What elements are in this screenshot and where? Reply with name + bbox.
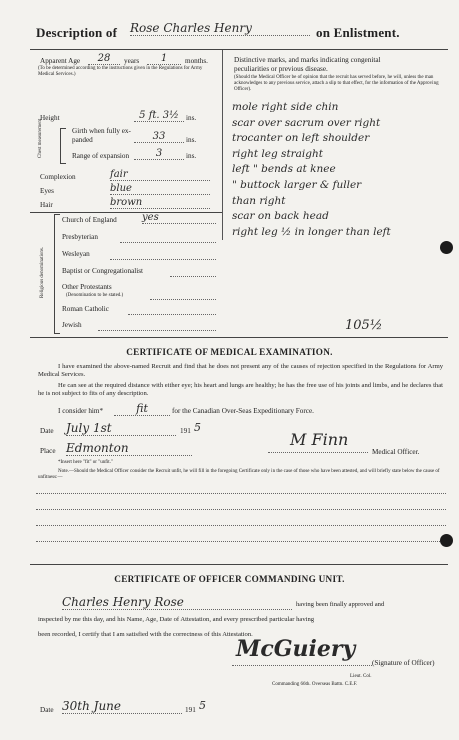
religion-other-protestants: Other Protestants: [62, 283, 112, 291]
officer-year-print: 191: [185, 706, 196, 714]
height-ins-label: ins.: [186, 114, 197, 122]
medical-place-label: Place: [40, 447, 56, 455]
height-value: 5 ft. 3½: [134, 110, 184, 122]
age-note: (To be determined according to the instructions given in the Regulations for Army Medical Services.): [38, 66, 203, 77]
mark-line: right leg straight: [232, 147, 323, 160]
religion-baptist-line: [170, 275, 216, 277]
religion-presbyterian: Presbyterian: [62, 233, 98, 241]
religion-presbyterian-line: [120, 241, 216, 243]
religion-wesleyan-line: [110, 258, 216, 260]
regimental-number: 105½: [345, 318, 383, 333]
medical-date-label: Date: [40, 427, 54, 435]
range-label: Range of expansion: [72, 152, 130, 160]
eyes-label: Eyes: [40, 187, 54, 195]
consider-value: fit: [114, 402, 170, 416]
officer-stamp-unit: Commanding 66th. Overseas Battn. C.E.F.: [272, 682, 358, 687]
officer-recruit-name: Charles Henry Rose: [62, 595, 292, 610]
range-ins-label: ins.: [186, 152, 197, 160]
officer-certificate-title: CERTIFICATE OF OFFICER COMMANDING UNIT.: [114, 574, 345, 584]
medical-date-value: July 1st: [66, 421, 176, 436]
apparent-age-months: 1: [147, 53, 181, 65]
medical-certificate-title: CERTIFICATE OF MEDICAL EXAMINATION.: [126, 347, 333, 357]
unfitness-line: [36, 492, 446, 494]
marks-heading-1: Distinctive marks, and marks indicating congenital: [234, 56, 381, 64]
officer-stamp-rank: Lieut. Col.: [350, 674, 372, 679]
mark-line: mole right side chin: [232, 101, 339, 113]
mark-line: " buttock larger & fuller: [232, 178, 362, 191]
officer-date-value: 30th June: [62, 699, 182, 714]
apparent-age-label: Apparent Age: [40, 57, 81, 65]
girth-value: 33: [134, 131, 184, 143]
mark-line: than right: [232, 194, 286, 207]
chest-bracket: [60, 128, 66, 164]
header-prefix: Description of: [36, 25, 118, 40]
medical-year-hand: 5: [194, 421, 201, 434]
commanding-officer-signature: McGuiery: [236, 636, 356, 662]
insert-note: *Insert here "fit" or "unfit.": [58, 460, 113, 465]
officer-line2: inspected by me this day, and his Name, Age, Date of Attestation, and every prescribed particular having: [38, 616, 315, 623]
header-name: Rose Charles Henry: [130, 21, 310, 36]
marks-note: (Should the Medical Officer be of opinion that the recruit has served before, he will, unless the man acknowledges to any previous service, attach a slip to that effect, for the information of the Approving Officer).: [234, 75, 439, 92]
hair-label: Hair: [40, 201, 53, 209]
religion-roman-catholic: Roman Catholic: [62, 305, 109, 313]
header-suffix: on Enlistment.: [316, 25, 400, 40]
mark-line: scar over sacrum over right: [232, 116, 381, 129]
mark-line: left " bends at knee: [232, 163, 336, 176]
years-label: years: [124, 57, 140, 65]
column-divider: [222, 50, 223, 240]
officer-line1-suffix: having been finally approved and: [296, 601, 385, 608]
religion-bracket: [54, 214, 60, 334]
religion-wesleyan: Wesleyan: [62, 250, 90, 258]
complexion-label: Complexion: [40, 173, 76, 181]
medical-signature-line: [268, 451, 368, 453]
medical-year-print: 191: [180, 427, 191, 435]
unfitness-line: [36, 508, 446, 510]
punch-hole: [440, 534, 453, 547]
officer-date-label: Date: [40, 706, 54, 714]
consider-suffix: for the Canadian Over-Seas Expeditionary Force.: [172, 407, 314, 415]
hair-value: brown: [110, 197, 210, 209]
religion-jewish: Jewish: [62, 321, 82, 329]
medical-officer-label: Medical Officer.: [372, 448, 420, 456]
months-label: months.: [185, 57, 208, 65]
religion-church-of-england: Church of England: [62, 216, 117, 224]
apparent-age-years: 28: [88, 53, 120, 65]
height-label: Height: [40, 114, 60, 122]
officer-top-rule: [30, 564, 448, 565]
punch-hole: [440, 241, 453, 254]
header-rule: [30, 49, 448, 50]
unfitness-line: [36, 540, 446, 542]
religion-baptist: Baptist or Congregationalist: [62, 267, 144, 275]
mark-line: trocanter on left shoulder: [232, 132, 370, 145]
range-value: 3: [134, 148, 184, 160]
medical-officer-signature: M Finn: [290, 430, 349, 449]
signature-of-officer-label: (Signature of Officer): [372, 659, 435, 667]
officer-line3: been recorded, I certify that I am satisfied with the correctness of this Attestation.: [38, 631, 253, 638]
medical-para-1: I have examined the above-named Recruit and find that he does not present any of the causes of rejection specified in the Regulations for Army Medical Services.: [38, 363, 443, 378]
eyes-value: blue: [110, 183, 210, 195]
medical-para-2: He can see at the required distance with either eye; his heart and lungs are healthy; he has the free use of his joints and limbs, and he declares that he is not subject to fits of any description.: [38, 382, 443, 397]
medical-place-value: Edmonton: [66, 441, 192, 456]
officer-signature-line: [232, 664, 372, 666]
medical-footnote: Note.—Should the Medical Officer consider the Recruit unfit, he will fill in the foregoing Certificate only in the case of those who have been attested, and will briefly state below the cause of unfitness:—: [38, 469, 440, 480]
religion-church-of-england-value: yes: [142, 212, 216, 224]
mark-line: scar on back head: [232, 210, 329, 223]
unfitness-line: [36, 524, 446, 526]
complexion-value: fair: [110, 169, 210, 181]
religion-denomination-note: (Denomination to be stated.): [66, 293, 124, 298]
mark-line: right leg ½ in longer than left: [232, 225, 391, 238]
girth-label-2: panded: [72, 136, 93, 144]
distinctive-marks: [232, 100, 447, 240]
chest-measurement-label: Chest measurement: [38, 118, 43, 158]
religion-other-line: [150, 298, 216, 300]
consider-prefix: I consider him*: [58, 407, 104, 415]
medical-top-rule: [30, 337, 448, 338]
religion-roman-catholic-line: [128, 313, 216, 315]
marks-heading-2: peculiarities or previous disease.: [234, 65, 328, 73]
officer-year-hand: 5: [199, 699, 206, 712]
girth-label-1: Girth when fully ex-: [72, 127, 131, 135]
religious-denominations-label: Religious denominations.: [40, 246, 45, 298]
girth-ins-label: ins.: [186, 136, 197, 144]
religion-jewish-line: [98, 329, 216, 331]
